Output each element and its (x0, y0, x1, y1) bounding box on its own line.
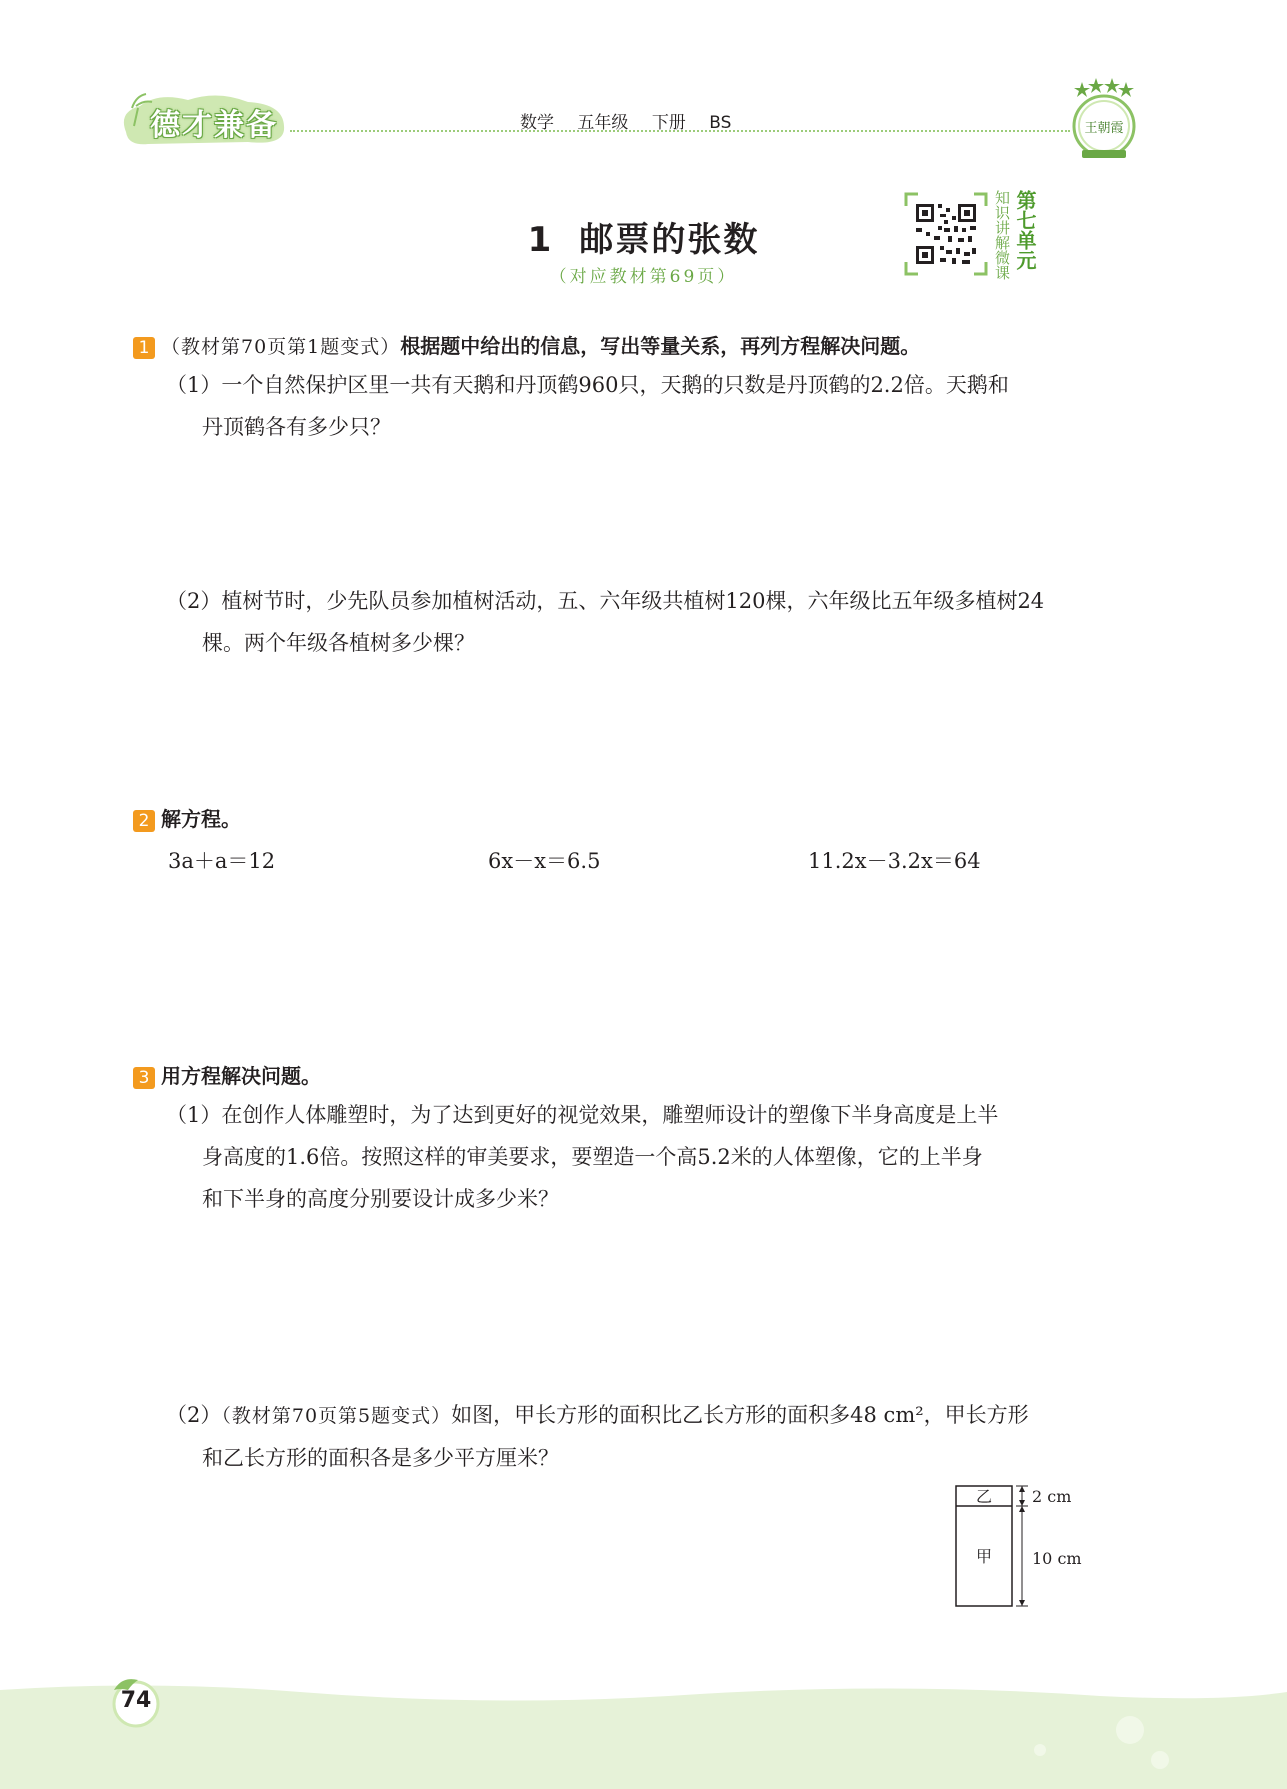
header-volume: 下册 (651, 113, 686, 133)
label-jia: 甲 (975, 1547, 993, 1566)
qr-code[interactable] (904, 192, 988, 276)
question-1-number: 1 (133, 337, 155, 359)
question-3-part-2 (166, 1394, 1146, 1479)
q3-p1-line3: 和下半身的高度分别要设计成多少米？ (202, 1187, 559, 1211)
q3-p1-line2: 身高度的1.6倍。按照这样的审美要求，要塑造一个高5.2米的人体塑像，它的上半身 (202, 1145, 983, 1169)
q3-p2-line2: 和乙长方形的面积各是多少平方厘米？ (202, 1446, 559, 1470)
question-1-part-2 (166, 580, 1136, 664)
page-number: 74 (120, 1688, 152, 1713)
equation-3: 11.2x－3.2x＝64 (808, 849, 981, 873)
logo-text: 德才兼备 (150, 108, 278, 143)
rectangle-figure (950, 1482, 1100, 1610)
question-3-number: 3 (133, 1067, 155, 1089)
question-2-header (133, 803, 241, 832)
page-subtitle: （对应教材第69页） (549, 267, 738, 287)
question-2-instruction: 解方程。 (161, 807, 241, 831)
dim-2cm: 2 cm (1032, 1487, 1072, 1506)
footer-wave (0, 1680, 1287, 1789)
q1-p1-line1: （1）一个自然保护区里一共有天鹅和丹顶鹤960只，天鹅的只数是丹顶鹤的2.2倍。天鹅和 (166, 373, 1009, 397)
q3-p2-prefix: （2） (166, 1403, 222, 1427)
question-3-header (133, 1060, 321, 1089)
equation-2: 6x－x＝6.5 (488, 849, 601, 873)
q3-p1-line1: （1）在创作人体雕塑时，为了达到更好的视觉效果，雕塑师设计的塑像下半身高度是上半 (166, 1103, 999, 1127)
header-edition: BS (709, 113, 732, 133)
page-title (0, 212, 1287, 261)
question-1-instruction: 根据题中给出的信息，写出等量关系，再列方程解决问题。 (400, 334, 921, 358)
qr-caption-unit: 第七单元 (1013, 190, 1037, 270)
q3-p2-line1: 如图，甲长方形的面积比乙长方形的面积多48 cm²，甲长方形 (451, 1403, 1029, 1427)
q1-p1-line2: 丹顶鹤各有多少只？ (202, 415, 391, 439)
question-1-part-1 (166, 364, 1136, 448)
q1-p2-line1: （2）植树节时，少先队员参加植树活动，五、六年级共植树120棵，六年级比五年级多植树24 (166, 589, 1045, 613)
question-3-part-1 (166, 1094, 1136, 1220)
qr-caption (994, 190, 1064, 285)
q3-p2-source: （教材第70页第5题变式） (221, 1405, 452, 1427)
qr-caption-microlesson: 知识讲解微课 (993, 190, 1011, 280)
q1-p2-line2: 棵。两个年级各植树多少棵？ (202, 631, 475, 655)
title-text: 邮票的张数 (579, 220, 760, 260)
brand-seal (1064, 78, 1144, 162)
header-subject: 数学 (520, 113, 554, 133)
question-3-instruction: 用方程解决问题。 (161, 1064, 321, 1088)
seal-text: 王朝霞 (1084, 121, 1124, 136)
header-info (520, 108, 749, 133)
header-grade: 五年级 (577, 113, 629, 133)
question-1-header (133, 330, 920, 359)
question-1-source: （教材第70页第1题变式） (161, 336, 401, 358)
title-number: 1 (527, 220, 554, 260)
equation-1: 3a＋a＝12 (168, 849, 276, 873)
dim-10cm: 10 cm (1032, 1549, 1082, 1568)
question-2-number: 2 (133, 810, 155, 832)
label-yi: 乙 (975, 1487, 993, 1506)
